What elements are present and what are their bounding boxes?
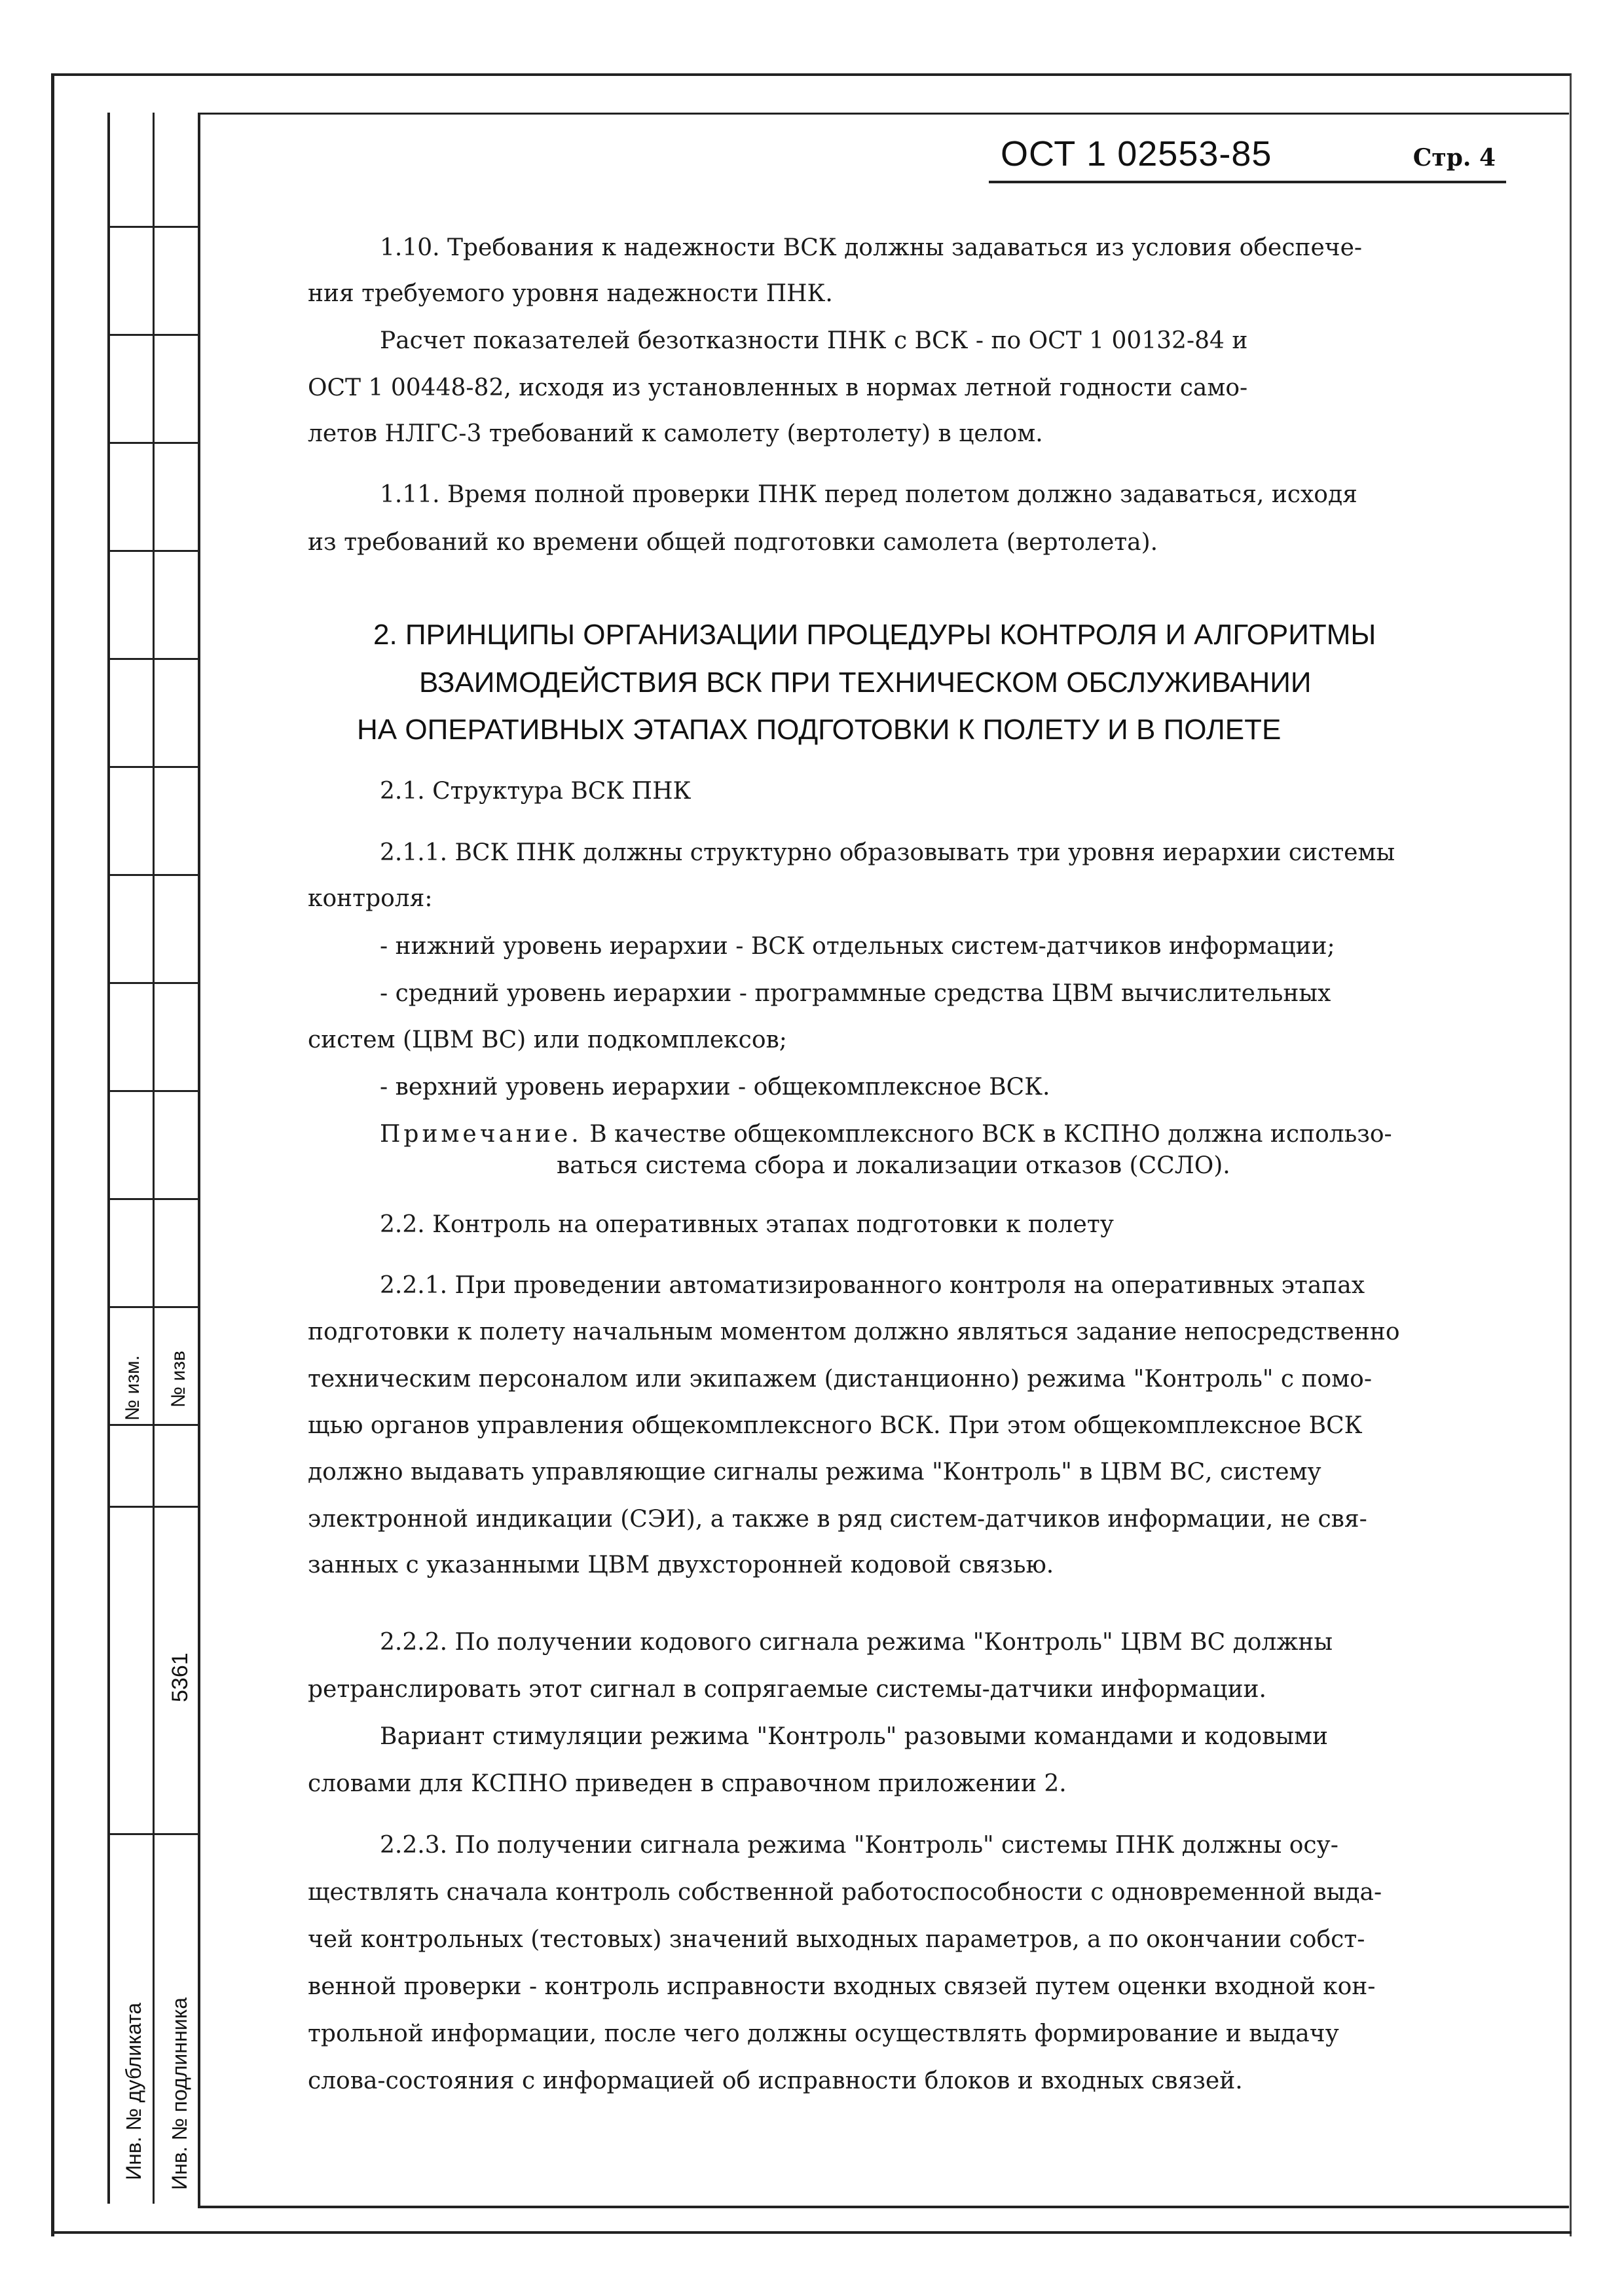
text-line: ретранслировать этот сигнал в сопрягаемые системы-датчики информации.	[308, 1676, 1266, 1703]
text-line: 2.2.3. По получении сигнала режима "Контроль" системы ПНК должны осу-	[380, 1832, 1338, 1859]
text-line: 2.1.1. ВСК ПНК должны структурно образовывать три уровня иерархии системы	[380, 839, 1395, 866]
stamp-row-line	[107, 442, 198, 444]
stamp-row-line	[107, 874, 198, 876]
list-item: - средний уровень иерархии - программные средства ЦВМ вычислительных	[380, 980, 1331, 1007]
list-item: - верхний уровень иерархии - общекомплексное ВСК.	[380, 1074, 1050, 1101]
text-line: 2.2.1. При проведении автоматизированного контроля на оперативных этапах	[380, 1272, 1365, 1299]
note-text: В качестве общекомплексного ВСК в КСПНО должна использо-	[589, 1121, 1392, 1148]
stamp-row-line	[107, 1424, 198, 1426]
subsection-heading: 2.2. Контроль на оперативных этапах подготовки к полету	[380, 1211, 1114, 1238]
text-line: словами для КСПНО приведен в справочном приложении 2.	[308, 1770, 1067, 1797]
text-line: летов НЛГС-3 требований к самолету (вертолету) в целом.	[308, 420, 1043, 447]
text-line: техническим персоналом или экипажем (дистанционно) режима "Контроль" с помо-	[308, 1366, 1373, 1393]
text-line: занных с указанными ЦВМ двухсторонней кодовой связью.	[308, 1552, 1054, 1578]
duplicate-inventory-label: Инв. № дубликата	[122, 2002, 145, 2180]
stamp-row-line	[107, 766, 198, 768]
note-line	[380, 1121, 1392, 1148]
text-line: электронной индикации (СЭИ), а также в ряд систем-датчиков информации, не свя-	[308, 1506, 1367, 1533]
text-line: венной проверки - контроль исправности входных связей путем оценки входной кон-	[308, 1973, 1376, 2000]
text-line: 2.2.2. По получении кодового сигнала режима "Контроль" ЦВМ ВС должны	[380, 1629, 1333, 1656]
document-code: ОСТ 1 02553-85	[1001, 134, 1272, 173]
text-line: подготовки к полету начальным моментом должно являться задание непосредственно	[308, 1319, 1400, 1345]
stamp-row-line	[107, 1090, 198, 1092]
stamp-row-line	[107, 334, 198, 336]
text-line: из требований ко времени общей подготовки самолета (вертолета).	[308, 529, 1158, 556]
text-line: ния требуемого уровня надежности ПНК.	[308, 280, 833, 307]
text-line: ОСТ 1 00448-82, исходя из установленных в нормах летной годности само-	[308, 374, 1248, 401]
stamp-row-line	[107, 1833, 198, 1835]
text-line: должно выдавать управляющие сигналы режима "Контроль" в ЦВМ ВС, систему	[308, 1459, 1321, 1485]
stamp-row-line	[107, 1198, 198, 1200]
notice-number-label: № изв	[168, 1351, 189, 1408]
text-line: систем (ЦВМ ВС) или подкомплексов;	[308, 1027, 787, 1053]
text-line: 1.10. Требования к надежности ВСК должны задаваться из условия обеспече-	[380, 234, 1363, 261]
original-inventory-label: Инв. № подлинника	[168, 1997, 191, 2190]
section-heading: НА ОПЕРАТИВНЫХ ЭТАПАХ ПОДГОТОВКИ К ПОЛЕТУ И В ПОЛЕТЕ	[357, 714, 1282, 746]
stamp-row-line	[107, 226, 198, 228]
subsection-heading: 2.1. Структура ВСК ПНК	[380, 778, 692, 805]
text-line: 1.11. Время полной проверки ПНК перед полетом должно задаваться, исходя	[380, 481, 1357, 508]
page-number: Стр. 4	[1412, 144, 1496, 172]
text-line: щью органов управления общекомплексного ВСК. При этом общекомплексное ВСК	[308, 1412, 1363, 1439]
note-line: ваться система сбора и локализации отказов (ССЛО).	[557, 1152, 1230, 1179]
stamp-row-line	[107, 1306, 198, 1308]
stamp-number: 5361	[168, 1652, 193, 1702]
stamp-row-line	[107, 982, 198, 984]
text-line: ществлять сначала контроль собственной работоспособности с одновременной выда-	[308, 1879, 1382, 1906]
text-line: контроля:	[308, 885, 433, 912]
stamp-row-line	[107, 550, 198, 552]
stamp-row-line	[107, 658, 198, 660]
page-frame-bottom	[52, 2231, 1572, 2234]
page-header	[989, 134, 1506, 183]
text-line: Вариант стимуляции режима "Контроль" разовыми командами и кодовыми	[380, 1723, 1328, 1750]
text-line: Расчет показателей безотказности ПНК с ВСК - по ОСТ 1 00132-84 и	[380, 327, 1248, 354]
stamp-row-line	[107, 1506, 198, 1508]
section-heading: 2. ПРИНЦИПЫ ОРГАНИЗАЦИИ ПРОЦЕДУРЫ КОНТРОЛЯ И АЛГОРИТМЫ	[373, 619, 1376, 651]
note-label: Примечание.	[380, 1121, 582, 1148]
text-line: слова-состояния с информацией об исправности блоков и входных связей.	[308, 2068, 1243, 2094]
change-number-label: № изм.	[122, 1355, 143, 1421]
list-item: - нижний уровень иерархии - ВСК отдельных систем-датчиков информации;	[380, 933, 1335, 960]
text-line: трольной информации, после чего должны осуществлять формирование и выдачу	[308, 2020, 1339, 2047]
text-line: чей контрольных (тестовых) значений выходных параметров, а по окончании собст-	[308, 1926, 1365, 1953]
margin-stamp-divider	[153, 113, 155, 2204]
section-heading: ВЗАИМОДЕЙСТВИЯ ВСК ПРИ ТЕХНИЧЕСКОМ ОБСЛУЖИВАНИИ	[419, 666, 1312, 699]
